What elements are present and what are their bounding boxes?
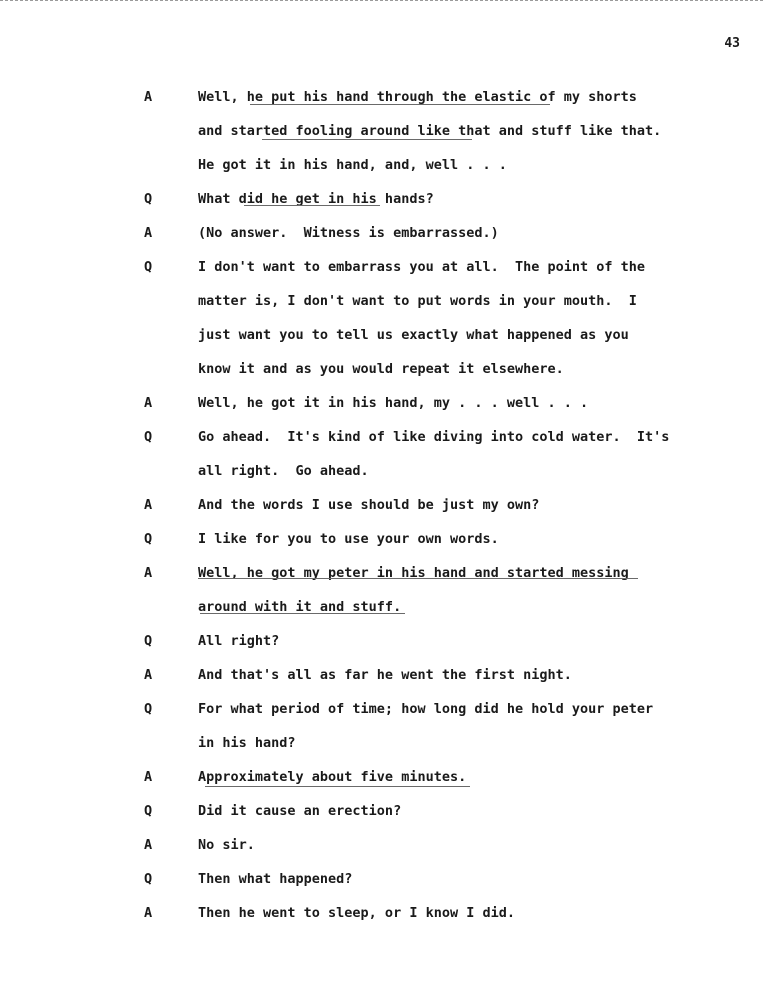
transcript-entry: [0, 828, 763, 862]
handwritten-underline: [262, 139, 472, 140]
testimony-text: [198, 896, 733, 930]
testimony-text: [198, 522, 733, 556]
transcript-entry: [0, 624, 763, 658]
speaker-label: Q: [144, 701, 153, 717]
transcript-entry: [0, 692, 763, 760]
testimony-line: Then he went to sleep, or I know I did.: [198, 905, 515, 921]
handwritten-underline: [244, 205, 380, 206]
transcript-entry: [0, 386, 763, 420]
testimony-line: in his hand?: [198, 735, 296, 751]
handwritten-underline: [198, 578, 638, 579]
testimony-line: (No answer. Witness is embarrassed.): [198, 225, 499, 241]
testimony-line: Approximately about five minutes.: [198, 769, 467, 785]
transcript: [0, 80, 763, 930]
handwritten-underline: [205, 786, 470, 787]
speaker-label: A: [144, 905, 153, 921]
speaker-label: A: [144, 769, 153, 785]
testimony-text: [198, 828, 733, 862]
speaker-label: A: [144, 225, 153, 241]
speaker-label: Q: [144, 191, 153, 207]
testimony-line: and started fooling around like that and stuff like that.: [198, 123, 662, 139]
testimony-line: I like for you to use your own words.: [198, 531, 499, 547]
transcript-entry: [0, 862, 763, 896]
testimony-text: [198, 80, 733, 182]
speaker-label: Q: [144, 429, 153, 445]
testimony-line: What did he get in his hands?: [198, 191, 434, 207]
testimony-text: [198, 658, 733, 692]
page-top-border: [0, 0, 763, 1]
transcript-entry: [0, 80, 763, 182]
testimony-text: [198, 760, 733, 794]
testimony-text: [198, 420, 733, 488]
speaker-label: Q: [144, 531, 153, 547]
testimony-line: And the words I use should be just my own?: [198, 497, 540, 513]
testimony-line: He got it in his hand, and, well . . .: [198, 157, 507, 173]
handwritten-underline: [200, 613, 405, 614]
speaker-label: A: [144, 565, 153, 581]
transcript-entry: [0, 522, 763, 556]
testimony-line: around with it and stuff.: [198, 599, 402, 615]
testimony-line: Well, he got it in his hand, my . . . well . . .: [198, 395, 589, 411]
speaker-label: A: [144, 497, 153, 513]
transcript-entry: [0, 216, 763, 250]
testimony-line: No sir.: [198, 837, 255, 853]
testimony-line: all right. Go ahead.: [198, 463, 369, 479]
testimony-text: [198, 182, 733, 216]
testimony-text: [198, 794, 733, 828]
transcript-entry: [0, 896, 763, 930]
transcript-entry: [0, 250, 763, 386]
transcript-entry: [0, 794, 763, 828]
speaker-label: A: [144, 395, 153, 411]
testimony-line: Then what happened?: [198, 871, 353, 887]
testimony-line: Well, he put his hand through the elastic of my shorts: [198, 89, 637, 105]
testimony-line: matter is, I don't want to put words in your mouth. I: [198, 293, 637, 309]
testimony-text: [198, 386, 733, 420]
transcript-entry: [0, 182, 763, 216]
page-number: 43: [724, 36, 740, 51]
testimony-line: For what period of time; how long did he hold your peter: [198, 701, 654, 717]
testimony-line: I don't want to embarrass you at all. The point of the: [198, 259, 646, 275]
testimony-text: [198, 692, 733, 760]
testimony-text: [198, 250, 733, 386]
testimony-text: [198, 862, 733, 896]
testimony-line: Well, he got my peter in his hand and started messing: [198, 565, 629, 581]
transcript-entry: [0, 658, 763, 692]
testimony-line: And that's all as far he went the first night.: [198, 667, 572, 683]
testimony-line: just want you to tell us exactly what happened as you: [198, 327, 629, 343]
transcript-entry: [0, 488, 763, 522]
testimony-line: know it and as you would repeat it elsewhere.: [198, 361, 564, 377]
speaker-label: Q: [144, 633, 153, 649]
testimony-line: Did it cause an erection?: [198, 803, 402, 819]
testimony-text: [198, 488, 733, 522]
handwritten-underline: [250, 104, 550, 105]
speaker-label: Q: [144, 803, 153, 819]
speaker-label: A: [144, 667, 153, 683]
speaker-label: Q: [144, 259, 153, 275]
testimony-text: [198, 624, 733, 658]
testimony-line: All right?: [198, 633, 280, 649]
speaker-label: Q: [144, 871, 153, 887]
transcript-entry: [0, 420, 763, 488]
speaker-label: A: [144, 837, 153, 853]
speaker-label: A: [144, 89, 153, 105]
testimony-line: Go ahead. It's kind of like diving into cold water. It's: [198, 429, 670, 445]
testimony-text: [198, 216, 733, 250]
transcript-entry: [0, 760, 763, 794]
